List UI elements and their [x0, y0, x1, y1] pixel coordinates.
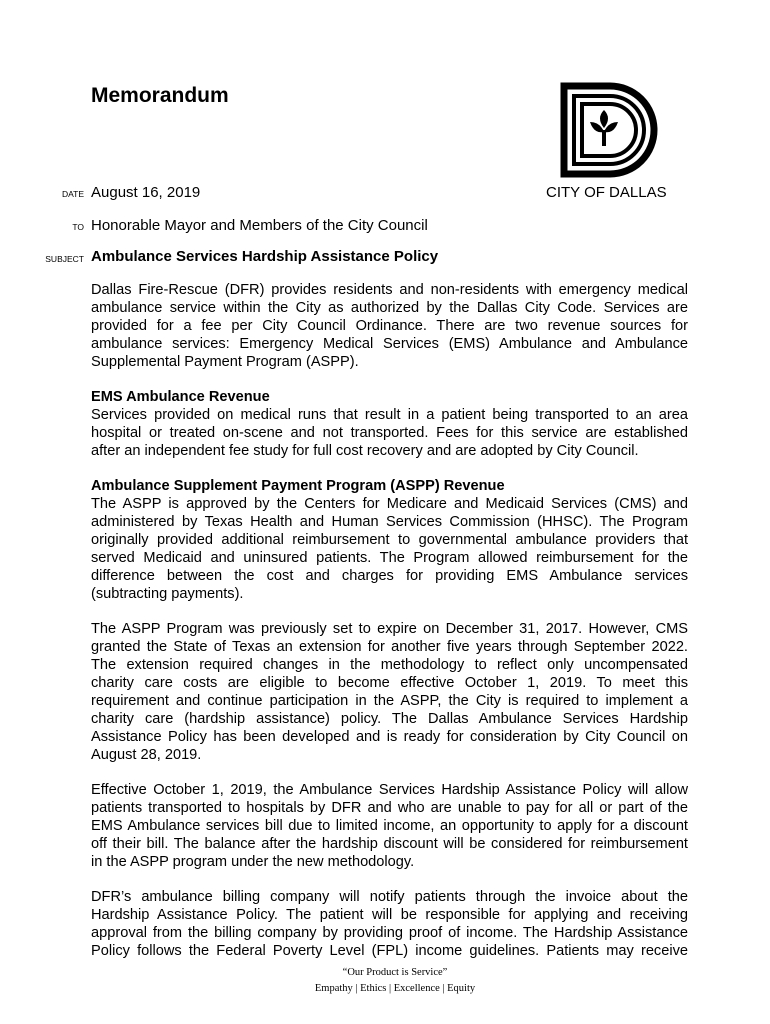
text-line: EMS Ambulance services bill due to limited income, an opportunity to apply for a discount	[91, 818, 688, 834]
text-line: administered by Texas Health and Human Services Commission (HHSC). The Program	[91, 514, 688, 530]
subject-label: SUBJECT	[45, 254, 84, 264]
memo-paragraph	[91, 388, 688, 460]
text-line: charity care (hardship assistance) policy. The Dallas Ambulance Services Hardship	[91, 711, 688, 727]
memo-subject: Ambulance Services Hardship Assistance Policy	[91, 248, 439, 265]
memo-paragraph	[91, 781, 688, 871]
text-line: patients transported to hospitals by DFR and who are unable to pay for all or part of the	[91, 800, 688, 816]
text-line: difference between the cost and charges for providing EMS Ambulance services	[91, 568, 688, 584]
memo-paragraph	[91, 888, 688, 960]
section-heading: EMS Ambulance Revenue	[91, 389, 270, 405]
text-line: August 28, 2019.	[91, 747, 202, 763]
text-line: charity care costs are eligible to become effective October 1, 2019. To meet this	[91, 675, 688, 691]
memo-paragraph	[91, 620, 688, 764]
text-line: off their bill. The balance after the hardship discount will be considered for reimbursement	[91, 836, 688, 852]
memo-paragraph	[91, 281, 688, 371]
text-line: The ASPP is approved by the Centers for Medicare and Medicaid Services (CMS) and	[91, 496, 688, 512]
footer-motto: “Our Product is Service”	[342, 967, 448, 978]
text-line: in the ASPP program under the new methodology.	[91, 854, 415, 870]
text-line: ambulance services: Emergency Medical Services (EMS) Ambulance and Ambulance	[91, 336, 688, 352]
memo-body	[91, 281, 688, 977]
text-line: Assistance Policy has been developed and is ready for consideration by City Council on	[91, 729, 688, 745]
to-label: TO	[72, 222, 84, 232]
text-line: provided for a fee per City Council Ordinance. There are two revenue sources for	[91, 318, 688, 334]
text-line: Effective October 1, 2019, the Ambulance Services Hardship Assistance Policy will allow	[91, 782, 688, 798]
text-line: approval from the billing company by providing proof of income. The Hardship Assistance	[91, 925, 688, 941]
text-line: after an independent fee study for full cost recovery and are adopted by City Council.	[91, 443, 639, 459]
organization-name: CITY OF DALLAS	[546, 184, 667, 201]
text-line: ambulance service within the City as authorized by the Dallas City Code. Services are	[91, 300, 688, 316]
memo-recipient: Honorable Mayor and Members of the City Council	[91, 217, 428, 234]
text-line: Dallas Fire-Rescue (DFR) provides residents and non-residents with emergency medical	[91, 282, 688, 298]
text-line: Policy follows the Federal Poverty Level (FPL) income guidelines. Patients may receive	[91, 943, 688, 959]
text-line: served Medicaid and uninsured patients. The Program allowed reimbursement for the	[91, 550, 688, 566]
text-line: Hardship Assistance Policy. The patient will be responsible for applying and receiving	[91, 907, 688, 923]
memo-title: Memorandum	[91, 84, 229, 107]
text-line: The ASPP Program was previously set to expire on December 31, 2017. However, CMS	[91, 621, 688, 637]
memo-paragraph	[91, 477, 688, 603]
text-line: granted the State of Texas an extension for another five years through September 2022.	[91, 639, 688, 655]
section-heading: Ambulance Supplement Payment Program (ASPP) Revenue	[91, 478, 505, 494]
city-of-dallas-logo-icon	[560, 80, 660, 180]
text-line: Services provided on medical runs that result in a patient being transported to an area	[91, 407, 688, 423]
footer-values: Empathy | Ethics | Excellence | Equity	[314, 983, 476, 994]
text-line: requirement and continue participation in the ASPP, the City is required to implement a	[91, 693, 688, 709]
date-label: DATE	[61, 189, 84, 199]
memo-date: August 16, 2019	[91, 184, 201, 201]
text-line: originally provided additional reimbursement to governmental ambulance providers that	[91, 532, 688, 548]
text-line: Supplemental Payment Program (ASPP).	[91, 354, 359, 370]
text-line: hospital or treated on-scene and not transported. Fees for this service are established	[91, 425, 688, 441]
text-line: The extension required changes in the methodology to reflect only uncompensated	[91, 657, 688, 673]
text-line: DFR’s ambulance billing company will notify patients through the invoice about the	[91, 889, 688, 905]
text-line: (subtracting payments).	[91, 586, 244, 602]
